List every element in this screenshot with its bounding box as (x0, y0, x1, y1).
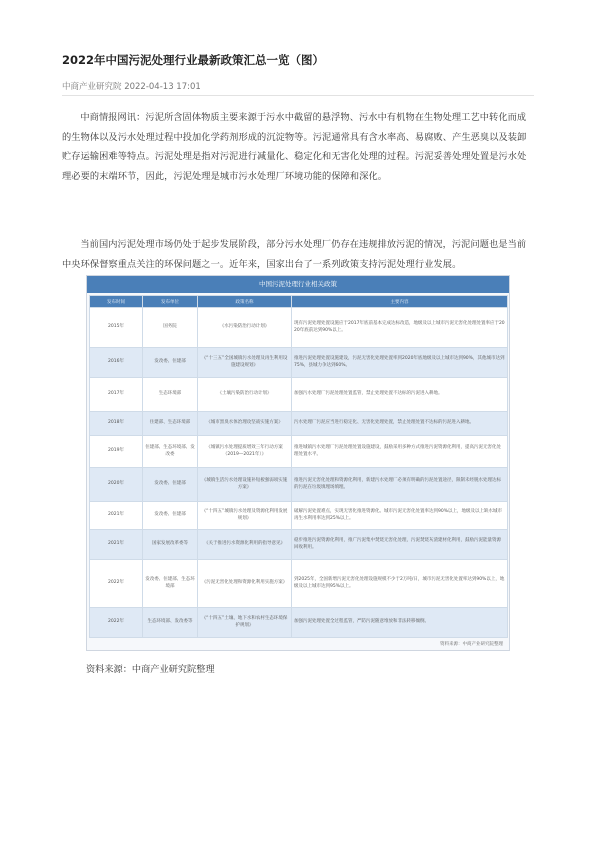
cell-policy-name: 《“十四五”土壤、地下水和农村生态环境保护规划》 (198, 608, 292, 638)
cell-content: 加强污泥处理处置全过程监管，严防污泥随意堆放和非法转移倾倒。 (292, 608, 508, 638)
cell-dept: 发改委、住建部 (143, 468, 198, 502)
paragraph-market: 当前国内污泥处理市场仍处于起步发展阶段，部分污水处理厂仍存在违规排放污泥的情况，污泥问题也是当前中央环保督察重点关注的环保问题之一。近年来，国家出台了一系列政策支持污泥处理行业发展。 (62, 239, 527, 270)
table-row (90, 560, 508, 608)
cell-dept: 国务院 (143, 308, 198, 348)
table-row (90, 468, 508, 502)
cell-dept: 生态环境部 (143, 378, 198, 412)
cell-policy-name: 《“十三五”全国城镇污水处理及再生利用设施建设规划》 (198, 348, 292, 378)
cell-year: 2017年 (90, 378, 143, 412)
header-name: 政策名称 (198, 296, 292, 308)
cell-year: 2016年 (90, 348, 143, 378)
table-row (90, 502, 508, 530)
table-row (90, 530, 508, 560)
table-header-row (90, 296, 508, 308)
cell-dept: 生态环境部、发改委等 (143, 608, 198, 638)
article-source-date: 中商产业研究院 2022-04-13 17:01 (62, 82, 201, 92)
article-title: 2022年中国污泥处理行业最新政策汇总一览（图） (62, 53, 325, 67)
table-row (90, 412, 508, 436)
cell-year: 2021年 (90, 502, 143, 530)
cell-content: 稳步推进污泥资源化利用，推广污泥集中焚烧无害化处理，污泥焚烧灰渣建材化利用，鼓励污泥能量资源回收利用。 (292, 530, 508, 560)
cell-content: 推进污泥处理处置设施建设，污泥无害化处理处置率到2020年底地级及以上城市达到90%，其他城市达到75%，县城力争达到60%。 (292, 348, 508, 378)
cell-policy-name: 《关于推进污水资源化利用的指导意见》 (198, 530, 292, 560)
cell-dept: 发改委、住建部 (143, 502, 198, 530)
cell-dept: 住建部、生态环境部 (143, 412, 198, 436)
cell-year: 2015年 (90, 308, 143, 348)
cell-dept: 国家发展改革委等 (143, 530, 198, 560)
cell-year: 2019年 (90, 436, 143, 468)
cell-year: 2022年 (90, 560, 143, 608)
cell-content: 加强污水处理厂污泥处理处置监管，禁止处理处置不达标的污泥进入耕地。 (292, 378, 508, 412)
cell-dept: 发改委、住建部 (143, 348, 198, 378)
data-source-note: 资料来源：中商产业研究院整理 (86, 664, 215, 675)
cell-content: 推进城镇污水处理厂污泥处理处置设施建设，鼓励采用多种方式推进污泥资源化利用，提高污泥无害化处理处置水平。 (292, 436, 508, 468)
table-row (90, 378, 508, 412)
policy-table (89, 295, 508, 638)
cell-content: 现有污泥处理处置设施应于2017年底前基本完成达标改造，地级及以上城市污泥无害化处理处置率应于2020年底前达到90%以上。 (292, 308, 508, 348)
cell-policy-name: 《城市黑臭水体治理攻坚战实施方案》 (198, 412, 292, 436)
table-row (90, 348, 508, 378)
cell-content: 污水处理厂污泥应当进行稳定化、无害化处理处置，禁止处理处置不达标的污泥进入耕地。 (292, 412, 508, 436)
header-dept: 发布单位 (143, 296, 198, 308)
divider (62, 95, 534, 96)
figure-source-note: 资料来源：中商产业研究院整理 (440, 642, 503, 647)
figure-title: 中国污泥处理行业相关政策 (87, 276, 509, 293)
cell-policy-name: 《“十四五”城镇污水处理及资源化利用发展规划》 (198, 502, 292, 530)
cell-policy-name: 《水污染防治行动计划》 (198, 308, 292, 348)
paragraph-intro: 中商情报网讯：污泥所含固体物质主要来源于污水中截留的悬浮物、污水中有机物在生物处理工艺中转化而成的生物体以及污水处理过程中投加化学药剂形成的沉淀物等。污泥通常具有含水率高、易腐败、产生恶臭以及装卸贮存运输困难等特点。污泥处理是指对污泥进行减量化、稳定化和无害化处理的过程。污泥妥善处理处置是污水处理必要的末端环节，因此，污泥处理是城市污水处理厂环境功能的保障和深化。 (62, 112, 527, 182)
table-row (90, 308, 508, 348)
cell-policy-name: 《污泥无害化处理和资源化利用实施方案》 (198, 560, 292, 608)
cell-year: 2020年 (90, 468, 143, 502)
cell-content: 破解污泥处置难点，实现无害化推进资源化。城市污泥无害化处置率达到90%以上，地级及以上缺水城市再生水利用率达到25%以上。 (292, 502, 508, 530)
cell-content: 推进污泥无害化处理和资源化利用，新建污水处理厂必须有明确的污泥处置途径，限制未经脱水处理达标的污泥在垃圾填埋场填埋。 (292, 468, 508, 502)
cell-year: 2022年 (90, 608, 143, 638)
header-year: 发布时间 (90, 296, 143, 308)
cell-dept: 住建部、生态环境部、发改委 (143, 436, 198, 468)
cell-policy-name: 《城镇污水处理提质增效三年行动方案（2019—2021年）》 (198, 436, 292, 468)
cell-dept: 发改委、住建部、生态环境部 (143, 560, 198, 608)
cell-year: 2018年 (90, 412, 143, 436)
cell-content: 到2025年，全国新增污泥无害化处理设施规模不少于2万吨/日，城市污泥无害化处置率达到90%以上，地级及以上城市达到95%以上。 (292, 560, 508, 608)
header-content: 主要内容 (292, 296, 508, 308)
cell-year: 2021年 (90, 530, 143, 560)
cell-policy-name: 《土壤污染防治行动计划》 (198, 378, 292, 412)
cell-policy-name: 《城镇生活污水处理设施补短板强弱项实施方案》 (198, 468, 292, 502)
policy-table-figure (86, 275, 510, 651)
table-row (90, 608, 508, 638)
table-row (90, 436, 508, 468)
